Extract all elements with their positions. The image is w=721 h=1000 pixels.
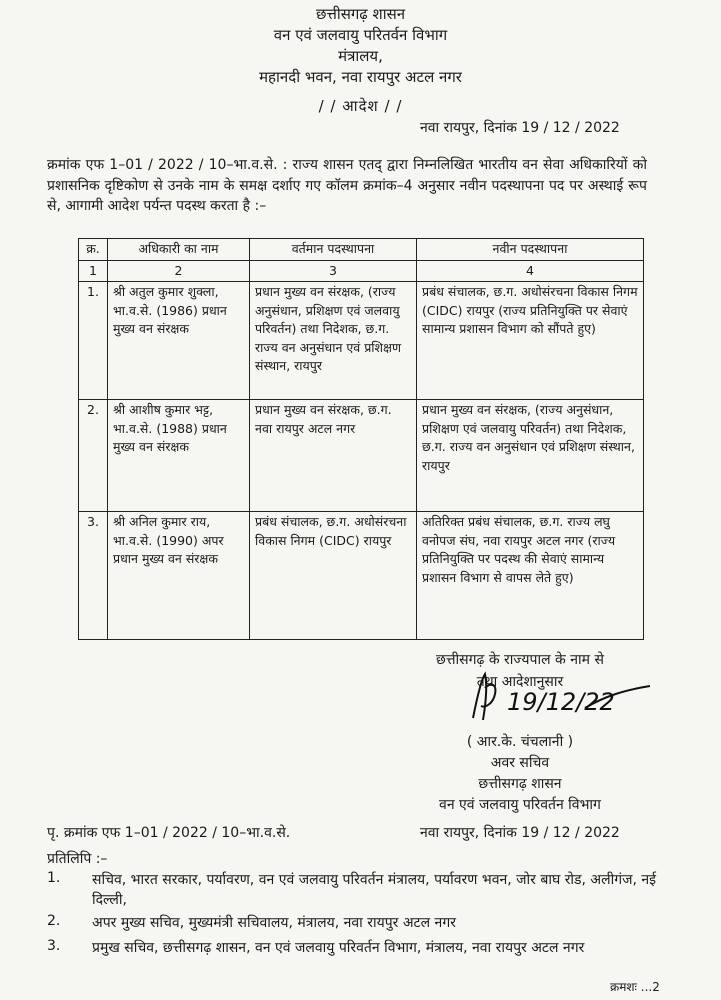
list-item-number: 1. [47,870,61,886]
header-officer-name: अधिकारी का नाम [108,239,250,261]
header-address: महानदी भवन, नवा रायपुर अटल नगर [259,68,462,86]
signature-order-line: तथा आदेशानुसार [476,674,564,690]
list-item-text: अपर मुख्य सचिव, मुख्यमंत्री सचिवालय, मंत्रालय, नवा रायपुर अटल नगर [92,915,456,931]
header-serial: क्र. [79,239,108,261]
header-govt: छत्तीसगढ़ शासन [315,5,406,23]
order-number: क्रमांक एफ 1–01 / 2022 / 10–भा.व.से. [47,157,278,173]
table-row [79,282,644,400]
cell-officer-name: श्री अनिल कुमार राय, भा.व.से. (1990) अपर प्रधान मुख्य वन संरक्षक [108,512,250,640]
handwritten-date: 19/12/22 [507,688,615,716]
cell-officer-name: श्री आशीष कुमार भट्ट, भा.व.से. (1988) प्रधान मुख्य वन संरक्षक [108,400,250,512]
endorsement-date: नवा रायपुर, दिनांक 19 / 12 / 2022 [420,825,620,841]
cell-new-posting: प्रधान मुख्य वन संरक्षक, (राज्य अनुसंधान, प्रशिक्षण एवं जलवायु परिवर्तन) तथा निदेशक, छ.ग. राज्य वन अनुसंधान एवं प्रशिक्षण संस्थान, रायपुर [417,400,644,512]
table-row [79,400,644,512]
order-title: / / आदेश / / [318,97,403,115]
cell-serial: 3. [79,512,108,640]
header-current-posting: वर्तमान पदस्थापना [250,239,417,261]
signatory-govt: छत्तीसगढ़ शासन [478,776,562,792]
continuation-marker: क्रमशः ...2 [610,980,660,994]
handwritten-signature [455,668,655,730]
column-number: 4 [417,260,644,282]
cell-officer-name: श्री अतुल कुमार शुक्ला, भा.व.से. (1986) प्रधान मुख्य वन संरक्षक [108,282,250,400]
copy-to-label: प्रतिलिपि :– [47,851,108,867]
table-column-number-row [79,260,644,282]
table-row [79,512,644,640]
order-date: नवा रायपुर, दिनांक 19 / 12 / 2022 [420,120,620,136]
posting-table [78,238,644,640]
endorsement-number: पृ. क्रमांक एफ 1–01 / 2022 / 10–भा.व.से. [47,825,291,841]
signatory-designation: अवर सचिव [490,755,550,771]
order-paragraph [47,155,647,217]
header-new-posting: नवीन पदस्थापना [417,239,644,261]
signatory-name: ( आर.के. चंचलानी ) [466,734,574,750]
header-ministry: मंत्रालय, [338,47,383,65]
signatory-department: वन एवं जलवायु परिवर्तन विभाग [439,797,601,813]
order-body: : राज्य शासन एतद् द्वारा निम्नलिखित भारतीय वन सेवा अधिकारियों को प्रशासनिक दृष्टिकोण से उनके नाम के समक्ष दर्शाए गए कॉलम क्रमांक–4 अनुसार नवीन पदस्थापना पद पर अस्थाई रूप से, आगामी आदेश पर्यन्त पदस्थ करता है :– [47,157,647,214]
cell-current-posting: प्रधान मुख्य वन संरक्षक, छ.ग. नवा रायपुर अटल नगर [250,400,417,512]
signature-authority-line: छत्तीसगढ़ के राज्यपाल के नाम से [436,652,604,668]
list-item-text: प्रमुख सचिव, छत्तीसगढ़ शासन, वन एवं जलवायु परिवर्तन विभाग, मंत्रालय, नवा रायपुर अटल नगर [92,940,585,956]
column-number: 1 [79,260,108,282]
cell-new-posting: प्रबंध संचालक, छ.ग. अधोसंरचना विकास निगम (CIDC) रायपुर (राज्य प्रतिनियुक्ति पर सेवाएं सामान्य प्रशासन विभाग को सौंपते हुए) [417,282,644,400]
list-item-number: 3. [47,938,61,954]
table-header-row [79,239,644,261]
list-item-number: 2. [47,913,61,929]
column-number: 2 [108,260,250,282]
cell-current-posting: प्रबंध संचालक, छ.ग. अधोसंरचना विकास निगम (CIDC) रायपुर [250,512,417,640]
cell-serial: 1. [79,282,108,400]
column-number: 3 [250,260,417,282]
cell-current-posting: प्रधान मुख्य वन संरक्षक, (राज्य अनुसंधान, प्रशिक्षण एवं जलवायु परिवर्तन) तथा निदेशक, छ.ग. राज्य वन अनुसंधान एवं प्रशिक्षण संस्थान, रायपुर [250,282,417,400]
cell-new-posting: अतिरिक्त प्रबंध संचालक, छ.ग. राज्य लघु वनोपज संघ, नवा रायपुर अटल नगर (राज्य प्रतिनियुक्ति पर पदस्थ की सेवाएं सामान्य प्रशासन विभाग से वापस लेते हुए) [417,512,644,640]
header-department: वन एवं जलवायु परितर्वन विभाग [273,26,448,44]
list-item-text: सचिव, भारत सरकार, पर्यावरण, वन एवं जलवायु परिवर्तन मंत्रालय, पर्यावरण भवन, जोर बाघ रोड, अलीगंज, नई दिल्ली, [92,872,657,908]
cell-serial: 2. [79,400,108,512]
